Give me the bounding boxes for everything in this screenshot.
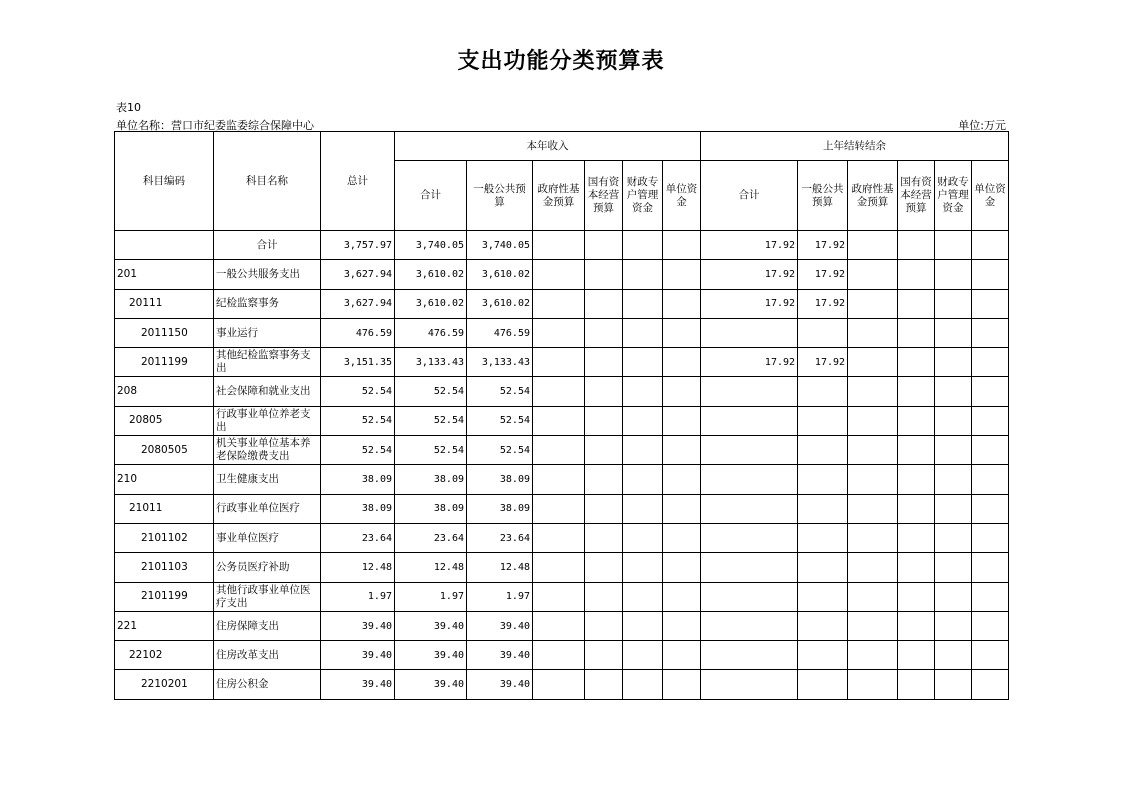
row-prev-cell [848, 289, 898, 318]
row-code: 221 [115, 611, 214, 640]
row-prev-cell [935, 377, 972, 406]
row-prev-cell [972, 523, 1009, 552]
row-cur-cell [533, 260, 585, 289]
row-prev-cell [935, 289, 972, 318]
row-total: 38.09 [321, 494, 395, 523]
row-name: 住房改革支出 [214, 641, 321, 670]
row-prev-cell [898, 377, 935, 406]
row-cur-cell [585, 553, 623, 582]
row-cur-cell [585, 611, 623, 640]
row-prev-cell [898, 494, 935, 523]
row-prev-cell [898, 436, 935, 465]
row-total: 3,757.97 [321, 231, 395, 260]
row-cur-cell: 39.40 [395, 670, 467, 699]
row-code: 2101199 [115, 582, 214, 611]
table-row [115, 289, 1009, 318]
row-cur-cell: 38.09 [467, 494, 533, 523]
row-prev-cell [972, 318, 1009, 347]
row-prev-cell [798, 436, 848, 465]
row-prev-cell [701, 406, 798, 435]
table-row [115, 406, 1009, 435]
row-prev-cell [972, 436, 1009, 465]
row-code: 20111 [115, 289, 214, 318]
row-code: 208 [115, 377, 214, 406]
row-cur-cell: 1.97 [395, 582, 467, 611]
row-prev-cell [848, 611, 898, 640]
row-cur-cell [533, 582, 585, 611]
row-prev-cell [972, 582, 1009, 611]
row-prev-cell [898, 231, 935, 260]
row-cur-cell: 39.40 [467, 611, 533, 640]
row-cur-cell [663, 348, 701, 377]
row-cur-cell [623, 406, 663, 435]
row-cur-cell [623, 611, 663, 640]
row-prev-cell: 17.92 [701, 260, 798, 289]
row-prev-cell [935, 523, 972, 552]
row-name: 行政事业单位医疗 [214, 494, 321, 523]
row-prev-cell [935, 553, 972, 582]
row-prev-cell [898, 670, 935, 699]
row-cur-cell [585, 289, 623, 318]
row-cur-cell [585, 465, 623, 494]
row-cur-cell [663, 436, 701, 465]
row-cur-cell [585, 523, 623, 552]
row-cur-cell: 52.54 [467, 406, 533, 435]
row-code: 201 [115, 260, 214, 289]
header-cur-special-account: 财政专户管理资金 [623, 161, 663, 231]
row-cur-cell: 38.09 [467, 465, 533, 494]
row-total: 39.40 [321, 611, 395, 640]
row-cur-cell [663, 231, 701, 260]
row-cur-cell: 476.59 [467, 318, 533, 347]
row-cur-cell: 23.64 [395, 523, 467, 552]
row-prev-cell [798, 670, 848, 699]
row-name: 纪检监察事务 [214, 289, 321, 318]
row-cur-cell: 38.09 [395, 494, 467, 523]
row-prev-cell [701, 611, 798, 640]
row-name: 住房公积金 [214, 670, 321, 699]
header-cur-fund: 政府性基金预算 [533, 161, 585, 231]
row-prev-cell [935, 641, 972, 670]
row-code: 2210201 [115, 670, 214, 699]
row-cur-cell: 3,610.02 [395, 289, 467, 318]
row-cur-cell: 3,133.43 [467, 348, 533, 377]
row-total: 38.09 [321, 465, 395, 494]
row-cur-cell: 1.97 [467, 582, 533, 611]
row-cur-cell [533, 641, 585, 670]
row-name: 其他行政事业单位医疗支出 [214, 582, 321, 611]
row-code [115, 231, 214, 260]
header-cur-state-capital: 国有资本经营预算 [585, 161, 623, 231]
row-prev-cell: 17.92 [798, 260, 848, 289]
row-name: 行政事业单位养老支出 [214, 406, 321, 435]
row-prev-cell [848, 465, 898, 494]
row-cur-cell: 52.54 [467, 377, 533, 406]
row-cur-cell [533, 436, 585, 465]
row-prev-cell [935, 348, 972, 377]
row-cur-cell: 3,133.43 [395, 348, 467, 377]
row-prev-cell [701, 670, 798, 699]
row-prev-cell [935, 670, 972, 699]
row-prev-cell: 17.92 [798, 289, 848, 318]
row-prev-cell [972, 641, 1009, 670]
row-cur-cell [623, 318, 663, 347]
row-cur-cell: 52.54 [467, 436, 533, 465]
row-cur-cell: 52.54 [395, 436, 467, 465]
row-cur-cell [533, 318, 585, 347]
row-cur-cell: 52.54 [395, 377, 467, 406]
row-prev-cell [848, 436, 898, 465]
row-prev-cell [898, 465, 935, 494]
row-prev-cell [898, 523, 935, 552]
row-cur-cell [623, 348, 663, 377]
row-cur-cell [585, 406, 623, 435]
row-name: 机关事业单位基本养老保险缴费支出 [214, 436, 321, 465]
row-cur-cell [533, 553, 585, 582]
row-total: 3,627.94 [321, 289, 395, 318]
row-prev-cell [972, 231, 1009, 260]
row-total: 39.40 [321, 641, 395, 670]
row-prev-cell [972, 465, 1009, 494]
row-prev-cell [701, 582, 798, 611]
row-total: 12.48 [321, 553, 395, 582]
header-current-year: 本年收入 [395, 132, 701, 161]
row-cur-cell [533, 494, 585, 523]
row-code: 2101102 [115, 523, 214, 552]
row-prev-cell [972, 260, 1009, 289]
row-prev-cell [898, 348, 935, 377]
row-cur-cell [533, 465, 585, 494]
row-prev-cell [972, 670, 1009, 699]
table-row [115, 436, 1009, 465]
row-cur-cell [623, 494, 663, 523]
header-prior-year: 上年结转结余 [701, 132, 1009, 161]
row-prev-cell [798, 377, 848, 406]
row-cur-cell [533, 611, 585, 640]
row-cur-cell: 476.59 [395, 318, 467, 347]
row-prev-cell [798, 494, 848, 523]
row-prev-cell [935, 465, 972, 494]
row-code: 21011 [115, 494, 214, 523]
row-prev-cell [848, 231, 898, 260]
row-prev-cell [972, 553, 1009, 582]
row-cur-cell [663, 553, 701, 582]
table-row [115, 582, 1009, 611]
row-cur-cell [663, 289, 701, 318]
row-prev-cell [898, 641, 935, 670]
row-cur-cell [585, 231, 623, 260]
row-code: 22102 [115, 641, 214, 670]
row-cur-cell [663, 318, 701, 347]
row-cur-cell: 52.54 [395, 406, 467, 435]
row-prev-cell [848, 523, 898, 552]
header-prev-special-account: 财政专户管理资金 [935, 161, 972, 231]
row-name: 事业运行 [214, 318, 321, 347]
row-cur-cell [533, 348, 585, 377]
row-prev-cell [848, 318, 898, 347]
row-cur-cell [623, 523, 663, 552]
row-prev-cell: 17.92 [701, 289, 798, 318]
row-prev-cell [798, 523, 848, 552]
header-prev-unit-funds: 单位资金 [972, 161, 1009, 231]
header-cur-total: 合计 [395, 161, 467, 231]
row-cur-cell: 3,610.02 [395, 260, 467, 289]
row-prev-cell [701, 494, 798, 523]
row-prev-cell [935, 494, 972, 523]
row-cur-cell: 39.40 [395, 611, 467, 640]
row-cur-cell [585, 494, 623, 523]
row-prev-cell [798, 582, 848, 611]
header-code: 科目编码 [115, 132, 214, 231]
row-cur-cell [533, 670, 585, 699]
row-prev-cell [798, 641, 848, 670]
row-cur-cell [623, 260, 663, 289]
row-cur-cell [533, 406, 585, 435]
row-cur-cell [585, 377, 623, 406]
row-cur-cell [533, 377, 585, 406]
row-code: 2011199 [115, 348, 214, 377]
row-total: 52.54 [321, 377, 395, 406]
row-prev-cell [701, 523, 798, 552]
row-prev-cell [798, 611, 848, 640]
row-prev-cell [701, 436, 798, 465]
row-cur-cell [533, 289, 585, 318]
row-total: 39.40 [321, 670, 395, 699]
row-cur-cell [663, 494, 701, 523]
row-cur-cell [663, 523, 701, 552]
table-row [115, 670, 1009, 699]
row-cur-cell [623, 436, 663, 465]
row-total: 52.54 [321, 406, 395, 435]
table-row [115, 494, 1009, 523]
row-cur-cell [623, 670, 663, 699]
row-cur-cell [585, 318, 623, 347]
row-cur-cell [623, 582, 663, 611]
row-code: 210 [115, 465, 214, 494]
row-cur-cell: 39.40 [467, 641, 533, 670]
row-prev-cell [798, 553, 848, 582]
row-cur-cell [585, 260, 623, 289]
row-cur-cell [663, 611, 701, 640]
row-code: 2011150 [115, 318, 214, 347]
row-code: 20805 [115, 406, 214, 435]
table-body [115, 231, 1009, 700]
row-total: 1.97 [321, 582, 395, 611]
row-name: 一般公共服务支出 [214, 260, 321, 289]
row-prev-cell [798, 465, 848, 494]
row-prev-cell [935, 582, 972, 611]
header-prev-fund: 政府性基金预算 [848, 161, 898, 231]
header-cur-general: 一般公共预算 [467, 161, 533, 231]
row-cur-cell: 3,610.02 [467, 260, 533, 289]
row-prev-cell [798, 406, 848, 435]
row-cur-cell [663, 670, 701, 699]
row-prev-cell: 17.92 [701, 348, 798, 377]
row-prev-cell [972, 611, 1009, 640]
row-cur-cell: 3,740.05 [467, 231, 533, 260]
header-total: 总计 [321, 132, 395, 231]
row-prev-cell [848, 641, 898, 670]
unit-name: 单位名称：营口市纪委监委综合保障中心 [116, 119, 314, 132]
row-prev-cell [972, 377, 1009, 406]
row-cur-cell [663, 641, 701, 670]
row-prev-cell [848, 377, 898, 406]
row-prev-cell [701, 318, 798, 347]
row-prev-cell [848, 494, 898, 523]
row-prev-cell [972, 494, 1009, 523]
row-prev-cell [935, 436, 972, 465]
table-row [115, 318, 1009, 347]
header-prev-state-capital: 国有资本经营预算 [898, 161, 935, 231]
table-row [115, 348, 1009, 377]
table-row [115, 611, 1009, 640]
row-total: 3,627.94 [321, 260, 395, 289]
row-cur-cell [623, 231, 663, 260]
row-prev-cell: 17.92 [798, 348, 848, 377]
row-cur-cell [623, 553, 663, 582]
row-prev-cell [848, 260, 898, 289]
table-row [115, 523, 1009, 552]
table-row [115, 260, 1009, 289]
row-cur-cell [663, 377, 701, 406]
row-cur-cell: 12.48 [467, 553, 533, 582]
header-name: 科目名称 [214, 132, 321, 231]
row-prev-cell [935, 260, 972, 289]
row-prev-cell [701, 377, 798, 406]
row-prev-cell [935, 318, 972, 347]
row-cur-cell [585, 641, 623, 670]
row-cur-cell [623, 377, 663, 406]
table-row [115, 377, 1009, 406]
row-prev-cell [848, 553, 898, 582]
row-prev-cell [898, 406, 935, 435]
row-prev-cell [848, 670, 898, 699]
row-prev-cell [972, 289, 1009, 318]
table-row [115, 553, 1009, 582]
row-prev-cell [898, 611, 935, 640]
table-row [115, 465, 1009, 494]
row-total: 23.64 [321, 523, 395, 552]
currency-unit: 单位:万元 [958, 119, 1006, 132]
row-cur-cell [585, 348, 623, 377]
row-total: 3,151.35 [321, 348, 395, 377]
row-name: 其他纪检监察事务支出 [214, 348, 321, 377]
row-prev-cell [898, 260, 935, 289]
row-prev-cell [701, 553, 798, 582]
row-prev-cell [935, 611, 972, 640]
row-cur-cell [663, 465, 701, 494]
row-name: 合计 [214, 231, 321, 260]
row-cur-cell [663, 260, 701, 289]
row-prev-cell [898, 582, 935, 611]
row-name: 事业单位医疗 [214, 523, 321, 552]
row-prev-cell [972, 348, 1009, 377]
table-row [115, 231, 1009, 260]
row-cur-cell: 39.40 [467, 670, 533, 699]
row-cur-cell [663, 406, 701, 435]
header-prev-total: 合计 [701, 161, 798, 231]
row-cur-cell [585, 436, 623, 465]
row-prev-cell [898, 553, 935, 582]
row-prev-cell [972, 406, 1009, 435]
row-prev-cell: 17.92 [701, 231, 798, 260]
row-code: 2101103 [115, 553, 214, 582]
row-prev-cell [798, 318, 848, 347]
row-code: 2080505 [115, 436, 214, 465]
row-prev-cell [848, 582, 898, 611]
row-prev-cell [848, 348, 898, 377]
header-prev-general: 一般公共预算 [798, 161, 848, 231]
row-total: 476.59 [321, 318, 395, 347]
row-prev-cell [848, 406, 898, 435]
row-cur-cell [623, 641, 663, 670]
budget-table [114, 131, 1009, 700]
row-prev-cell [898, 289, 935, 318]
row-cur-cell [623, 289, 663, 318]
row-name: 社会保障和就业支出 [214, 377, 321, 406]
row-cur-cell: 12.48 [395, 553, 467, 582]
row-name: 住房保障支出 [214, 611, 321, 640]
row-cur-cell: 39.40 [395, 641, 467, 670]
row-prev-cell [935, 406, 972, 435]
page-title: 支出功能分类预算表 [457, 49, 665, 74]
row-prev-cell [898, 318, 935, 347]
row-prev-cell [701, 465, 798, 494]
row-cur-cell: 3,610.02 [467, 289, 533, 318]
header-cur-unit-funds: 单位资金 [663, 161, 701, 231]
row-prev-cell [701, 641, 798, 670]
row-cur-cell: 38.09 [395, 465, 467, 494]
row-cur-cell [533, 523, 585, 552]
row-cur-cell [533, 231, 585, 260]
table-number: 表10 [116, 101, 141, 114]
row-cur-cell [585, 582, 623, 611]
row-total: 52.54 [321, 436, 395, 465]
row-cur-cell [585, 670, 623, 699]
row-cur-cell: 23.64 [467, 523, 533, 552]
table-row [115, 641, 1009, 670]
row-name: 卫生健康支出 [214, 465, 321, 494]
row-prev-cell [935, 231, 972, 260]
row-name: 公务员医疗补助 [214, 553, 321, 582]
row-cur-cell [623, 465, 663, 494]
row-cur-cell: 3,740.05 [395, 231, 467, 260]
row-cur-cell [663, 582, 701, 611]
row-prev-cell: 17.92 [798, 231, 848, 260]
